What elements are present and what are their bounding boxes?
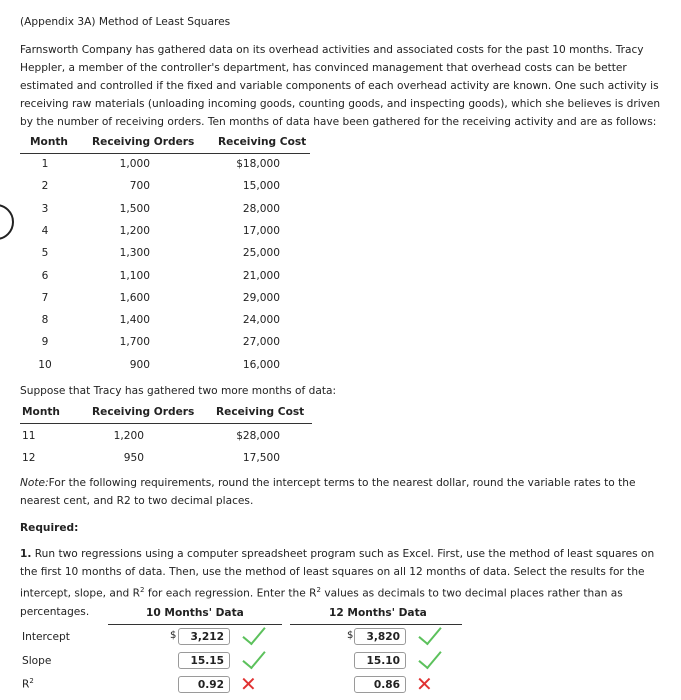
cross-icon: ✕ xyxy=(240,672,257,696)
row-label: Slope xyxy=(22,655,52,667)
t1-header-orders: Receiving Orders xyxy=(92,136,195,148)
req1-sup-1: 2 xyxy=(140,586,145,594)
t1-header-cost: Receiving Cost xyxy=(218,136,307,148)
cell-month: 7 xyxy=(41,291,49,304)
t2-header-orders: Receiving Orders xyxy=(92,406,195,418)
cell-month: 6 xyxy=(41,269,49,282)
cell-orders: 1,000 xyxy=(119,158,150,170)
cell-cost: 17,500 xyxy=(242,452,280,464)
r2-base: R xyxy=(22,678,30,691)
cell-month: 12 xyxy=(22,452,36,464)
cell-cost: 24,000 xyxy=(242,314,280,327)
r2-sup: 2 xyxy=(29,677,34,685)
req1-text-a: Run two regressions using a computer spreadsheet program such as Excel. First, use the method of least squares on the first 10 months of data. Then, use the method of least squares on all 12 months of data. Select the results for the intercept, slope, and R xyxy=(20,548,655,600)
required-label: Required: xyxy=(20,522,79,534)
check-icon xyxy=(242,645,265,670)
cell-orders: 1,200 xyxy=(113,430,144,442)
check-icon xyxy=(418,645,441,670)
t1-header-rule xyxy=(20,153,310,154)
cell-month: 3 xyxy=(41,202,49,215)
req1-text-c: values as decimals to two decimal places rather than as percentages. xyxy=(20,587,623,618)
problem-title: (Appendix 3A) Method of Least Squares xyxy=(20,16,231,28)
cell-month: 11 xyxy=(22,430,36,442)
note-text: For the following requirements, round the intercept terms to the nearest dollar, round the variable rates to the nearest cent, and R2 to two decimal places. xyxy=(20,477,636,507)
cell-cost: $18,000 xyxy=(236,158,280,170)
row-label: Intercept xyxy=(22,631,70,643)
cell-month: 1 xyxy=(41,158,49,170)
side-scroll-circle[interactable] xyxy=(0,204,14,240)
cell-month: 4 xyxy=(41,224,49,237)
cell-month: 2 xyxy=(41,180,49,193)
cross-icon: ✕ xyxy=(416,672,433,696)
cell-cost: $28,000 xyxy=(236,430,280,442)
req1-number: 1. xyxy=(20,548,32,560)
cell-cost: 16,000 xyxy=(242,358,280,371)
suppose-text: Suppose that Tracy has gathered two more months of data: xyxy=(20,385,337,397)
cell-orders: 1,700 xyxy=(119,336,150,349)
cell-month: 5 xyxy=(41,247,49,260)
cell-orders: 1,600 xyxy=(119,291,150,304)
cell-orders: 900 xyxy=(129,358,150,371)
t2-header-rule xyxy=(20,423,312,424)
cell-month: 10 xyxy=(38,358,52,371)
cell-cost: 25,000 xyxy=(242,247,280,260)
currency-10: $ xyxy=(170,630,177,641)
cell-orders: 1,100 xyxy=(119,269,150,282)
row-label-r2 xyxy=(22,677,34,691)
currency-12: $ xyxy=(347,630,354,641)
note-paragraph xyxy=(20,474,670,510)
cell-orders: 1,200 xyxy=(119,224,150,237)
answer-input-12[interactable]: 3,820 xyxy=(354,628,406,645)
t2-header-month: Month xyxy=(22,406,60,418)
req1-text-b: for each regression. Enter the R xyxy=(144,587,317,600)
cell-month: 9 xyxy=(41,336,49,349)
t2-header-cost: Receiving Cost xyxy=(216,406,305,418)
cell-orders: 1,400 xyxy=(119,314,150,327)
cell-cost: 27,000 xyxy=(242,336,280,349)
cell-month: 8 xyxy=(41,314,49,327)
cell-orders: 1,300 xyxy=(119,247,150,260)
col-header-12-months: 12 Months' Data xyxy=(329,607,427,619)
answer-input-10[interactable]: 3,212 xyxy=(178,628,230,645)
cell-cost: 29,000 xyxy=(242,291,280,304)
answer-input-10[interactable]: 0.92 xyxy=(178,676,230,693)
req1-sup-2: 2 xyxy=(316,586,321,594)
answer-input-12[interactable]: 0.86 xyxy=(354,676,406,693)
cell-cost: 17,000 xyxy=(242,224,280,237)
cell-orders: 950 xyxy=(123,452,144,464)
note-label: Note: xyxy=(20,477,49,489)
answer-input-10[interactable]: 15.15 xyxy=(178,652,230,669)
intro-paragraph: Farnsworth Company has gathered data on its overhead activities and associated costs for the past 10 months. Tracy Heppler, a member of the controller's department, has convinced management that overhead costs can be better estimated and controlled if the fixed and variable components of each overhead activity are known. One such activity is receiving raw materials (unloading incoming goods, counting goods, and inspecting goods), which she believes is driven by the number of receiving orders. Ten months of data have been gathered for the receiving activity and are as follows: xyxy=(20,44,661,128)
cell-cost: 15,000 xyxy=(242,180,280,193)
cell-cost: 21,000 xyxy=(242,269,280,282)
answer-input-12[interactable]: 15.10 xyxy=(354,652,406,669)
cell-orders: 700 xyxy=(129,180,150,193)
cell-orders: 1,500 xyxy=(119,202,150,215)
col-header-10-months: 10 Months' Data xyxy=(146,607,244,619)
cell-cost: 28,000 xyxy=(242,202,280,215)
t1-header-month: Month xyxy=(30,136,68,148)
